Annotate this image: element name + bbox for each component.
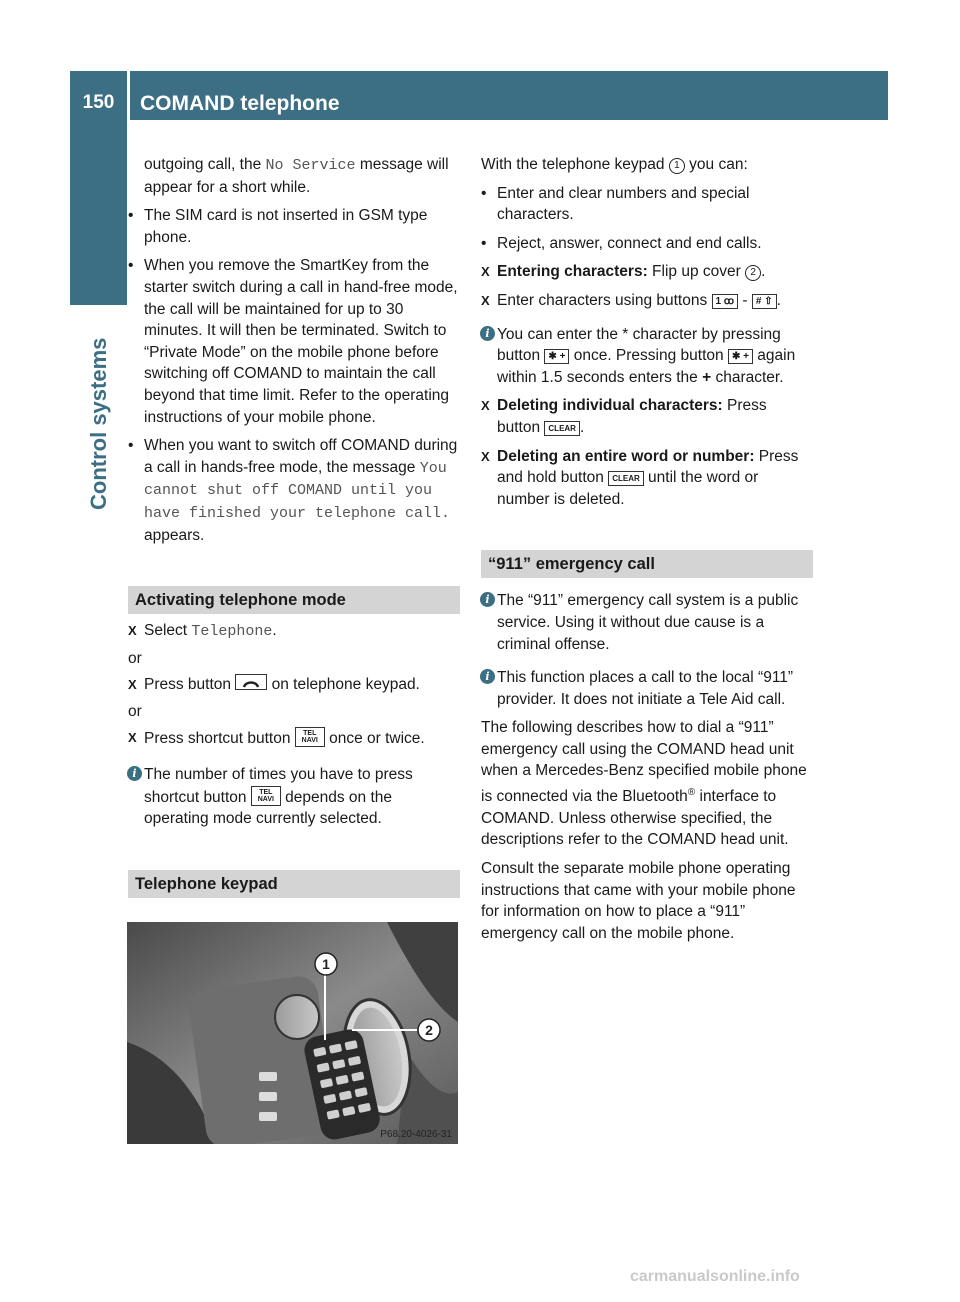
info-note: i You can enter the * character by pressing button ✱ + once. Pressing button ✱ + again within 1.5 seconds enters the + character. bbox=[481, 324, 813, 389]
right-column bbox=[481, 154, 813, 944]
photo-code: P68.20-4026-31 bbox=[380, 1129, 452, 1140]
clear-key-icon: CLEAR bbox=[544, 421, 580, 436]
left-column bbox=[128, 154, 460, 898]
keypad-photo bbox=[127, 922, 458, 1144]
info-note: i The “911” emergency call system is a public service. Using it without due cause is a criminal offense. bbox=[481, 590, 813, 655]
key-star-plus-icon: ✱ + bbox=[728, 349, 753, 364]
info-icon: i bbox=[480, 592, 495, 607]
list-item: • When you remove the SmartKey from the starter switch during a call in hand-free mode, the call will be maintained for up to 30 minutes. It will then be terminated. Switch to “Private Mode” on the mobile phone before switching off COMAND to maintain the call beyond that time limit. Refer to the operating instructions of your mobile phone. bbox=[128, 257, 458, 426]
keypad-illustration bbox=[127, 922, 458, 1144]
callout-2-icon: 2 bbox=[745, 265, 761, 281]
side-tab-box bbox=[70, 120, 127, 305]
clear-key-icon: CLEAR bbox=[608, 471, 644, 486]
instruction-step: X Press shortcut button TEL NAVI once or twice. bbox=[128, 727, 460, 750]
or-text: or bbox=[128, 702, 142, 720]
instruction-step: X Press button on telephone keypad. bbox=[128, 676, 420, 694]
key-star-plus-icon: ✱ + bbox=[544, 349, 569, 364]
body-paragraph: Consult the separate mobile phone operating instructions that came with your mobile phone for information on how to place a “911” emergency call on the mobile phone. bbox=[481, 860, 796, 942]
instruction-step: X Deleting an entire word or number: Press and hold button CLEAR until the word or number is deleted. bbox=[481, 447, 799, 508]
key-hash-icon: # ⇧ bbox=[752, 294, 777, 309]
list-item: • Reject, answer, connect and end calls. bbox=[481, 234, 762, 252]
info-icon: i bbox=[480, 326, 495, 341]
callout-1-icon: 1 bbox=[669, 158, 685, 174]
list-item: • The SIM card is not inserted in GSM type phone. bbox=[128, 207, 428, 246]
phone-handset-icon bbox=[235, 674, 267, 690]
callout-2-label: 2 bbox=[425, 1022, 433, 1038]
list-item: • When you want to switch off COMAND during a call in hands-free mode, the message You cannot shut off COMAND until you have finished your telephone call. appears. bbox=[128, 437, 458, 544]
section-heading-keypad: Telephone keypad bbox=[128, 870, 460, 898]
intro-paragraph: With the telephone keypad 1 you can: bbox=[481, 156, 748, 173]
body-paragraph: The following describes how to dial a “911” emergency call using the COMAND head unit when a Mercedes-Benz specified mobile phone is connected via the Bluetooth® interface to COMAND. Unless otherwise specified, the descriptions refer to the COMAND head unit. bbox=[481, 719, 807, 849]
info-note: i This function places a call to the local “911” provider. It does not initiate a Tele Aid call. bbox=[481, 667, 813, 710]
callout-1-label: 1 bbox=[322, 956, 330, 972]
instruction-step: X Entering characters: Flip up cover 2 . bbox=[481, 263, 766, 281]
instruction-step: X Enter characters using buttons 1 ꝏ - # ⇧ . bbox=[481, 291, 781, 309]
page-title: COMAND telephone bbox=[140, 92, 340, 115]
watermark-footer: carmanualsonline.info bbox=[630, 1268, 800, 1285]
or-text: or bbox=[128, 649, 142, 667]
key-one-icon: 1 ꝏ bbox=[712, 294, 739, 309]
section-heading-activating: Activating telephone mode bbox=[128, 586, 460, 614]
instruction-step: X Select Telephone. bbox=[128, 622, 277, 641]
header-divider bbox=[127, 71, 130, 120]
section-heading-911: “911” emergency call bbox=[481, 550, 813, 578]
tel-navi-key-icon: TEL NAVI bbox=[295, 727, 325, 747]
info-icon: i bbox=[127, 766, 142, 781]
page-number: 150 bbox=[82, 92, 115, 113]
continued-paragraph: outgoing call, the No Service message will appear for a short while. bbox=[144, 156, 449, 196]
info-icon: i bbox=[480, 669, 495, 684]
list-item: • Enter and clear numbers and special characters. bbox=[481, 184, 750, 224]
tel-navi-key-icon: TEL NAVI bbox=[251, 786, 281, 806]
instruction-step: X Deleting individual characters: Press button CLEAR . bbox=[481, 397, 767, 436]
info-note: i The number of times you have to press shortcut button TEL NAVI depends on the operating mode currently selected. bbox=[128, 764, 460, 830]
